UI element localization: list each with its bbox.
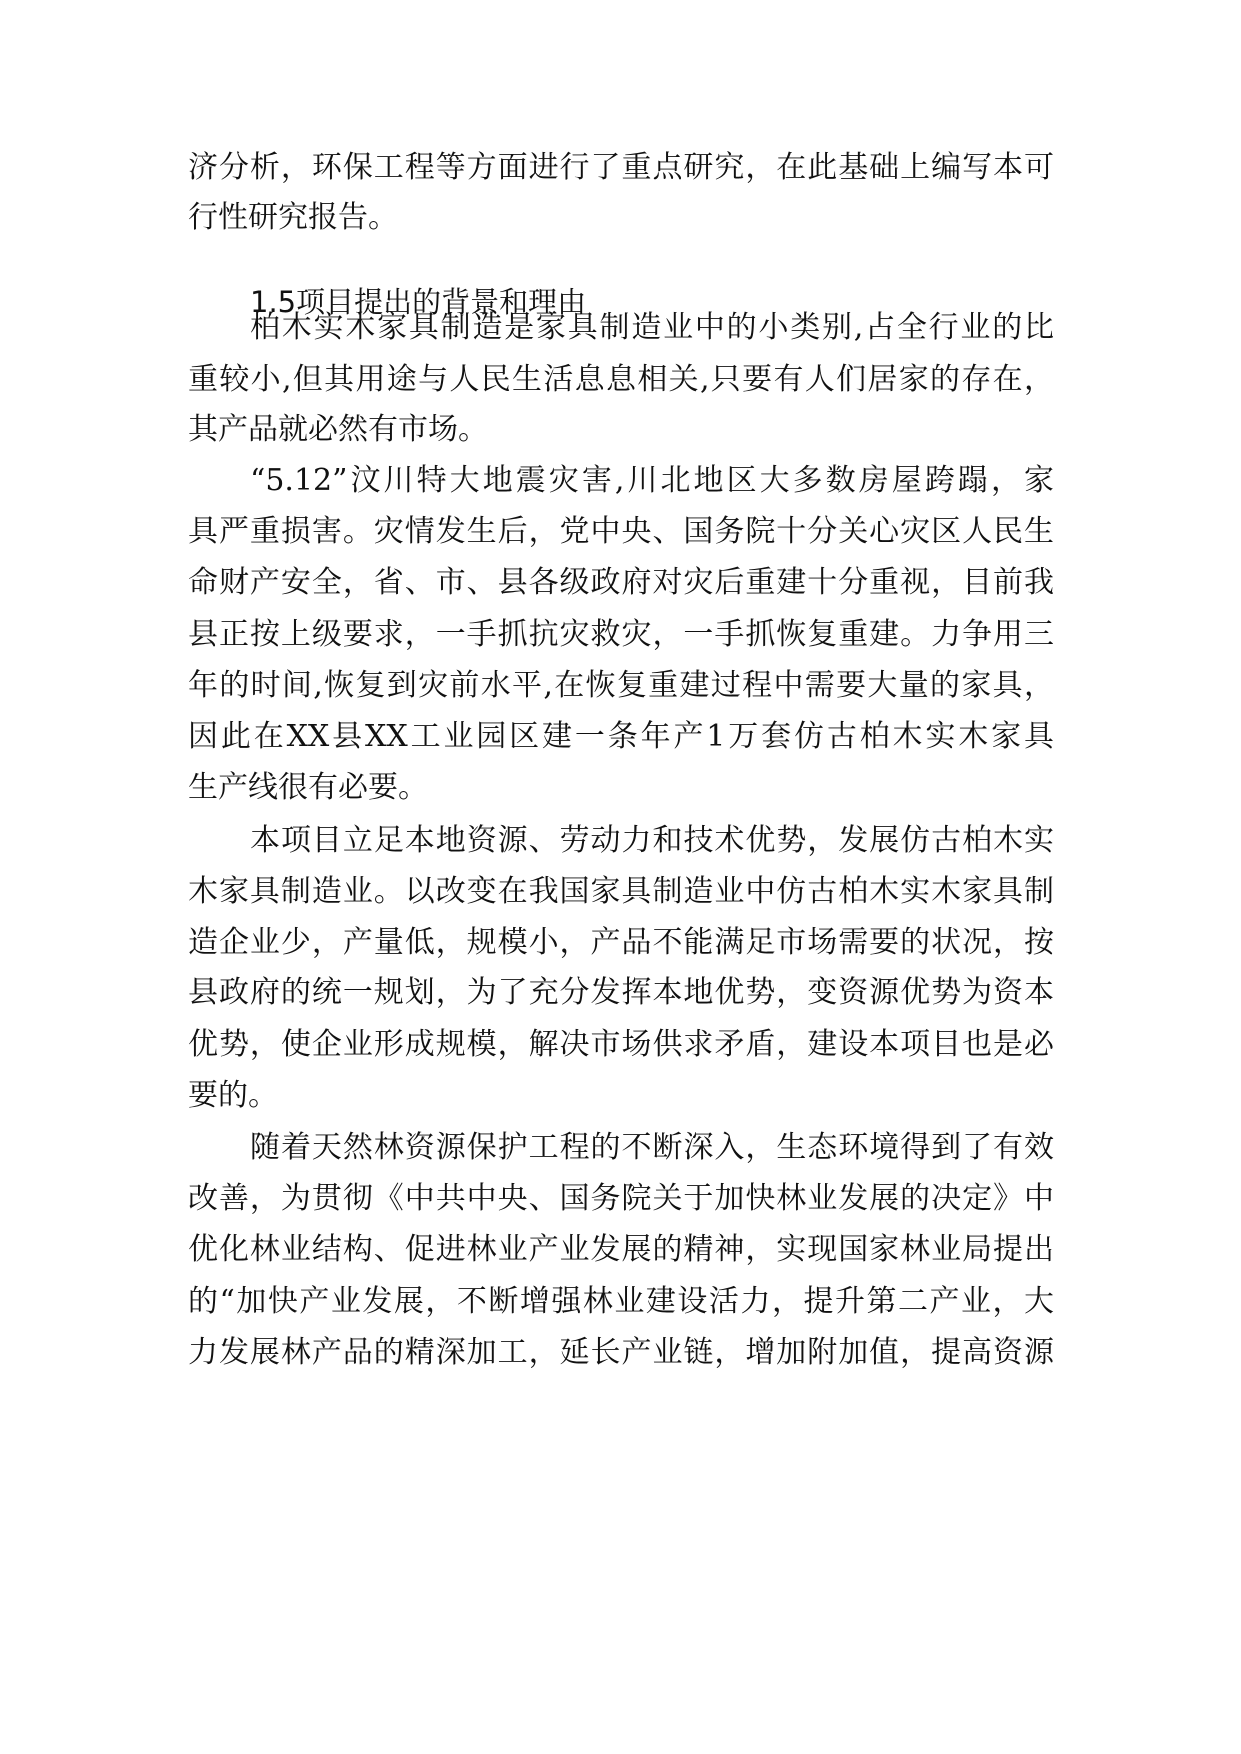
- paragraph-line: 县正按上级要求，一手抓抗灾救灾，一手抓恢复重建。力争用三: [188, 617, 1054, 652]
- paragraph-line: 具严重损害。灾情发生后，党中央、国务院十分关心灾区人民生: [188, 514, 1054, 549]
- section-heading: 1.5项目提出的背景和理由: [250, 285, 587, 319]
- paragraph-line: 生产线很有必要。: [188, 770, 428, 805]
- paragraph-line: 本项目立足本地资源、劳动力和技术优势，发展仿古柏木实: [250, 823, 1054, 858]
- paragraph-line: 年的时间,恢复到灾前水平,在恢复重建过程中需要大量的家具，: [188, 668, 1054, 703]
- paragraph-line: 造企业少，产量低，规模小，产品不能满足市场需要的状况，按: [188, 925, 1054, 960]
- paragraph-line: 力发展林产品的精深加工，延长产业链，增加附加值，提高资源: [188, 1335, 1054, 1370]
- paragraph-line: 重较小,但其用途与人民生活息息相关,只要有人们居家的存在，: [188, 362, 1054, 397]
- paragraph-line: 随着天然林资源保护工程的不断深入，生态环境得到了有效: [250, 1130, 1054, 1165]
- paragraph-line: 因此在XX县XX工业园区建一条年产1万套仿古柏木实木家具: [188, 719, 1054, 754]
- paragraph-line: 其产品就必然有市场。: [188, 412, 488, 447]
- paragraph-line: 优势，使企业形成规模，解决市场供求矛盾，建设本项目也是必: [188, 1027, 1054, 1062]
- paragraph-line: 改善，为贯彻《中共中央、国务院关于加快林业发展的决定》中: [188, 1181, 1054, 1216]
- paragraph-line: 要的。: [188, 1078, 278, 1113]
- text-line: 行性研究报告。: [188, 200, 398, 235]
- paragraph-line: 木家具制造业。以改变在我国家具制造业中仿古柏木实木家具制: [188, 874, 1054, 909]
- paragraph-line: 县政府的统一规划，为了充分发挥本地优势，变资源优势为资本: [188, 975, 1054, 1010]
- paragraph-line: “5.12”汶川特大地震灾害,川北地区大多数房屋跨蹋，家: [250, 463, 1054, 498]
- paragraph-line: 的“加快产业发展，不断增强林业建设活力，提升第二产业，大: [188, 1284, 1054, 1319]
- paragraph-line: 柏木实木家具制造是家具制造业中的小类别,占全行业的比: [250, 310, 1054, 345]
- paragraph-line: 优化林业结构、促进林业产业发展的精神，实现国家林业局提出: [188, 1232, 1054, 1267]
- text-line: 济分析，环保工程等方面进行了重点研究，在此基础上编写本可: [188, 150, 1054, 185]
- paragraph-line: 命财产安全，省、市、县各级政府对灾后重建十分重视，目前我: [188, 565, 1054, 600]
